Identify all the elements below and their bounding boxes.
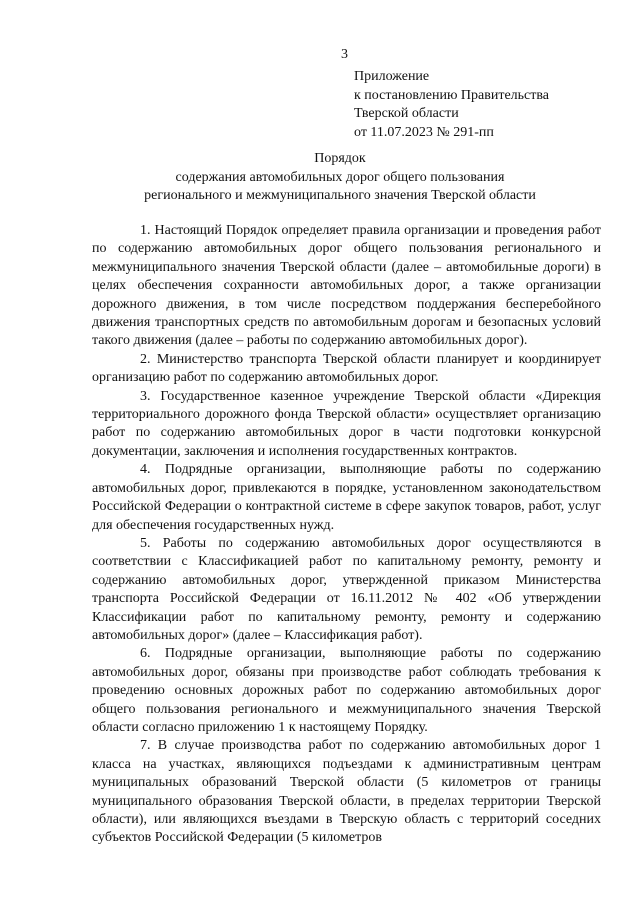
title-line: содержания автомобильных дорог общего пользования xyxy=(175,169,505,185)
paragraph-4: 4. Подрядные организации, выполняющие работы по содержанию автомобильных дорог, привлекаются в порядке, установленном законодательством Российской Федерации о контрактной системе в сфере закупок товаров, работ, услуг для обеспечения государственных нужд. xyxy=(92,462,601,533)
page-number: 3 xyxy=(341,47,348,62)
paragraph-1: 1. Настоящий Порядок определяет правила организации и проведения работ по содержанию автомобильных дорог общего пользования регионального и межмуниципального значения Тверской области (далее – автомобильные дороги) в целях обеспечения сохранности автомобильных дорог, а также организации дорожного движения, в том числе посредством поддержания бесперебойного движения транспортных средств по автомобильным дорогам и безопасных условий такого движения (далее – работы по содержанию автомобильных дорог). xyxy=(92,223,601,349)
appendix-line: от 11.07.2023 № 291-пп xyxy=(354,124,494,140)
paragraph-6: 6. Подрядные организации, выполняющие работы по содержанию автомобильных дорог, обязаны при производстве работ соблюдать требования к проведению основных дорожных работ по содержанию автомобильных дорог общего пользования регионального и межмуниципального значения Тверской области согласно приложению 1 к настоящему Порядку. xyxy=(92,646,601,735)
title-line: регионального и межмуниципального значения Тверской области xyxy=(144,188,536,203)
document-body xyxy=(92,222,601,848)
paragraph-3: 3. Государственное казенное учреждение Тверской области «Дирекция территориального дорожного фонда Тверской области» осуществляет организацию работ по содержанию автомобильных дорог в части подготовки конкурсной документации, заключения и исполнения государственных контрактов. xyxy=(92,388,601,459)
appendix-header xyxy=(354,68,624,142)
document-title xyxy=(80,150,600,206)
paragraph-7: 7. В случае производства работ по содержанию автомобильных дорог 1 класса на участках, являющихся подъездами к административным центрам муниципальных образований Тверской области (5 километров от границы муниципального образования Тверской области, в пределах территории Тверской области), или являющихся въездами в Тверскую область с территорий соседних субъектов Российской Федерации (5 километров xyxy=(92,738,601,846)
paragraph-2: 2. Министерство транспорта Тверской области планирует и координирует организацию работ по содержанию автомобильных дорог. xyxy=(92,351,601,386)
paragraph-5: 5. Работы по содержанию автомобильных дорог осуществляются в соответствии с Классификацией работ по капитальному ремонту, ремонту и содержанию автомобильных дорог, утвержденной приказом Министерства транспорта Российской Федерации от 16.11.2012 № 402 «Об утверждении Классификации работ по капитальному ремонту, ремонту и содержанию автомобильных дорог» (далее – Классификация работ). xyxy=(92,535,601,643)
appendix-line: к постановлению Правительства xyxy=(354,87,550,103)
title-line: Порядок xyxy=(314,151,366,166)
appendix-line: Приложение xyxy=(354,69,430,84)
appendix-line: Тверской области xyxy=(354,106,459,121)
